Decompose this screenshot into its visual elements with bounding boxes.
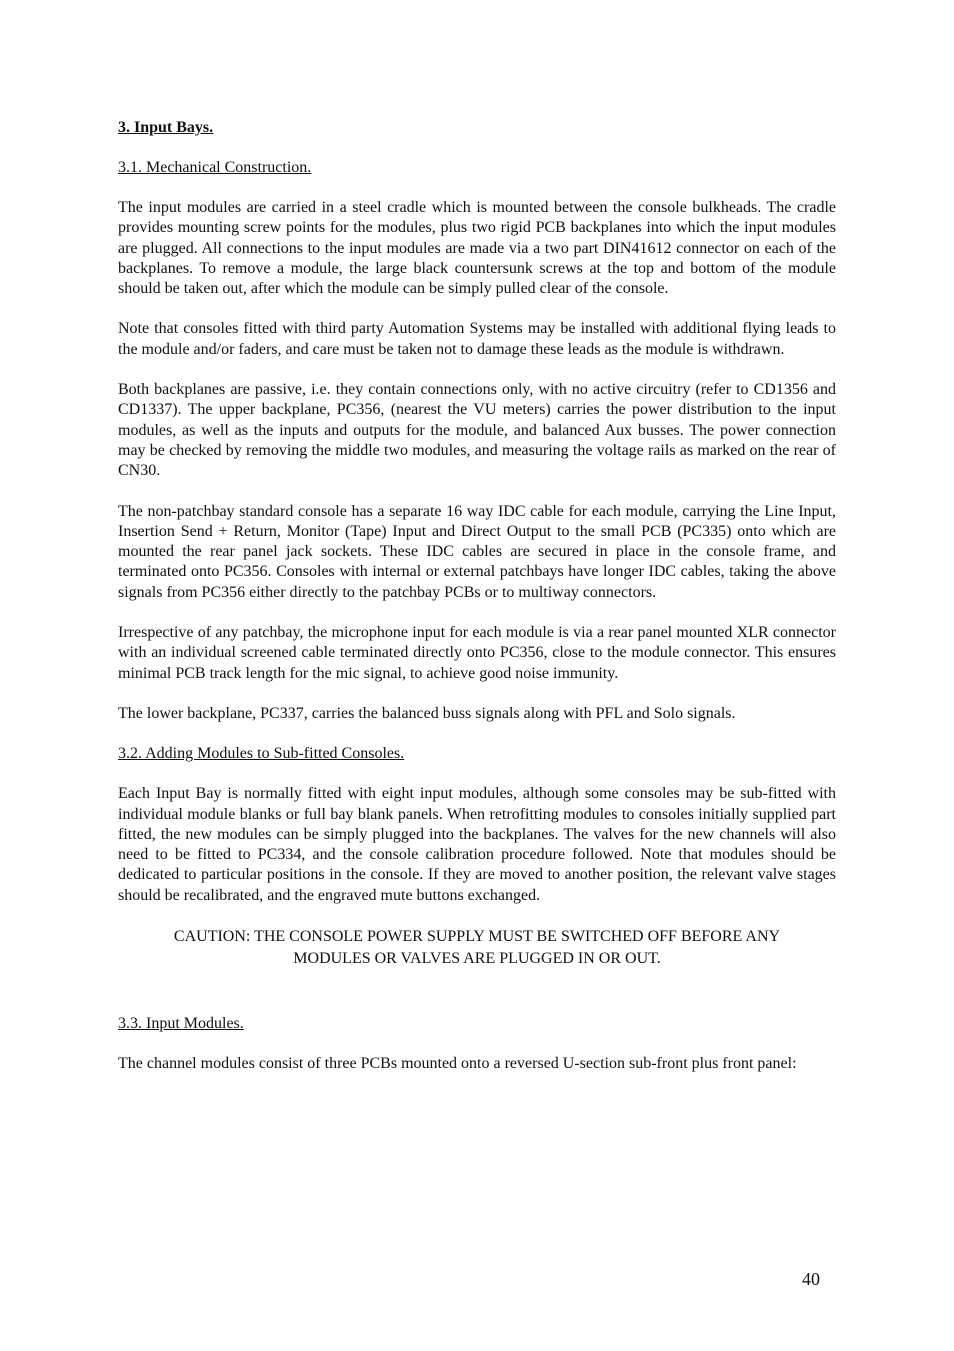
paragraph: Both backplanes are passive, i.e. they contain connections only, with no active circuitry (refer to CD1356 and CD1337). The upper backplane, PC356, (nearest the VU meters) carries the power distribution to the input modules, as well as the inputs and outputs for the module, and balanced Aux busses. The power connection may be checked by removing the middle two modules, and measuring the voltage rails as marked on the rear of CN30. (118, 381, 836, 480)
caution-line-2: MODULES OR VALVES ARE PLUGGED IN OR OUT. (293, 950, 661, 968)
caution-line-1: CAUTION: THE CONSOLE POWER SUPPLY MUST BE SWITCHED OFF BEFORE ANY (173, 928, 781, 946)
document-page (118, 118, 836, 1094)
page-number: 40 (802, 1269, 820, 1289)
paragraph: Irrespective of any patchbay, the microphone input for each module is via a rear panel mounted XLR connector with an individual screened cable terminated directly onto PC356, close to the module connector. This ensures minimal PCB track length for the mic signal, to achieve good noise immunity. (118, 624, 836, 682)
subsection-heading-adding-modules: 3.2. Adding Modules to Sub-fitted Consoles. (118, 745, 405, 763)
paragraph: Each Input Bay is normally fitted with eight input modules, although some consoles may be sub-fitted with individual module blanks or full bay blank panels. When retrofitting modules to consoles initially supplied part fitted, the new modules can be simply plugged into the backplanes. The valves for the new channels will also need to be fitted to PC334, and the console calibration procedure followed. Note that modules should be dedicated to particular positions in the console. If they are moved to another position, the relevant valve stages should be recalibrated, and the engraved mute buttons exchanged. (118, 785, 836, 904)
paragraph: The non-patchbay standard console has a separate 16 way IDC cable for each module, carrying the Line Input, Insertion Send + Return, Monitor (Tape) Input and Direct Output to the small PCB (PC335) onto which are mounted the rear panel jack sockets. These IDC cables are secured in place in the console frame, and terminated onto PC356. Consoles with internal or external patchbays have longer IDC cables, taking the above signals from PC356 either directly to the patchbay PCBs or to multiway connectors. (118, 502, 836, 601)
caution-notice (118, 926, 836, 970)
subsection-heading-input-modules: 3.3. Input Modules. (118, 1015, 244, 1033)
paragraph: Note that consoles fitted with third party Automation Systems may be installed with additional flying leads to the module and/or faders, and care must be taken not to damage these leads as the module is withdrawn. (118, 320, 836, 358)
paragraph: The input modules are carried in a steel cradle which is mounted between the console bulkheads. The cradle provides mounting screw points for the modules, plus two rigid PCB backplanes into which the input modules are plugged. All connections to the input modules are made via a two part DIN41612 connector on each of the backplanes. To remove a module, the large black countersunk screws at the top and bottom of the module should be taken out, after which the module can be simply pulled clear of the console. (118, 199, 836, 298)
subsection-heading-mechanical-construction: 3.1. Mechanical Construction. (118, 159, 312, 176)
paragraph: The lower backplane, PC337, carries the balanced buss signals along with PFL and Solo signals. (118, 704, 736, 722)
section-title: 3. Input Bays. (118, 119, 214, 136)
paragraph: The channel modules consist of three PCBs mounted onto a reversed U-section sub-front plus front panel: (118, 1055, 797, 1073)
